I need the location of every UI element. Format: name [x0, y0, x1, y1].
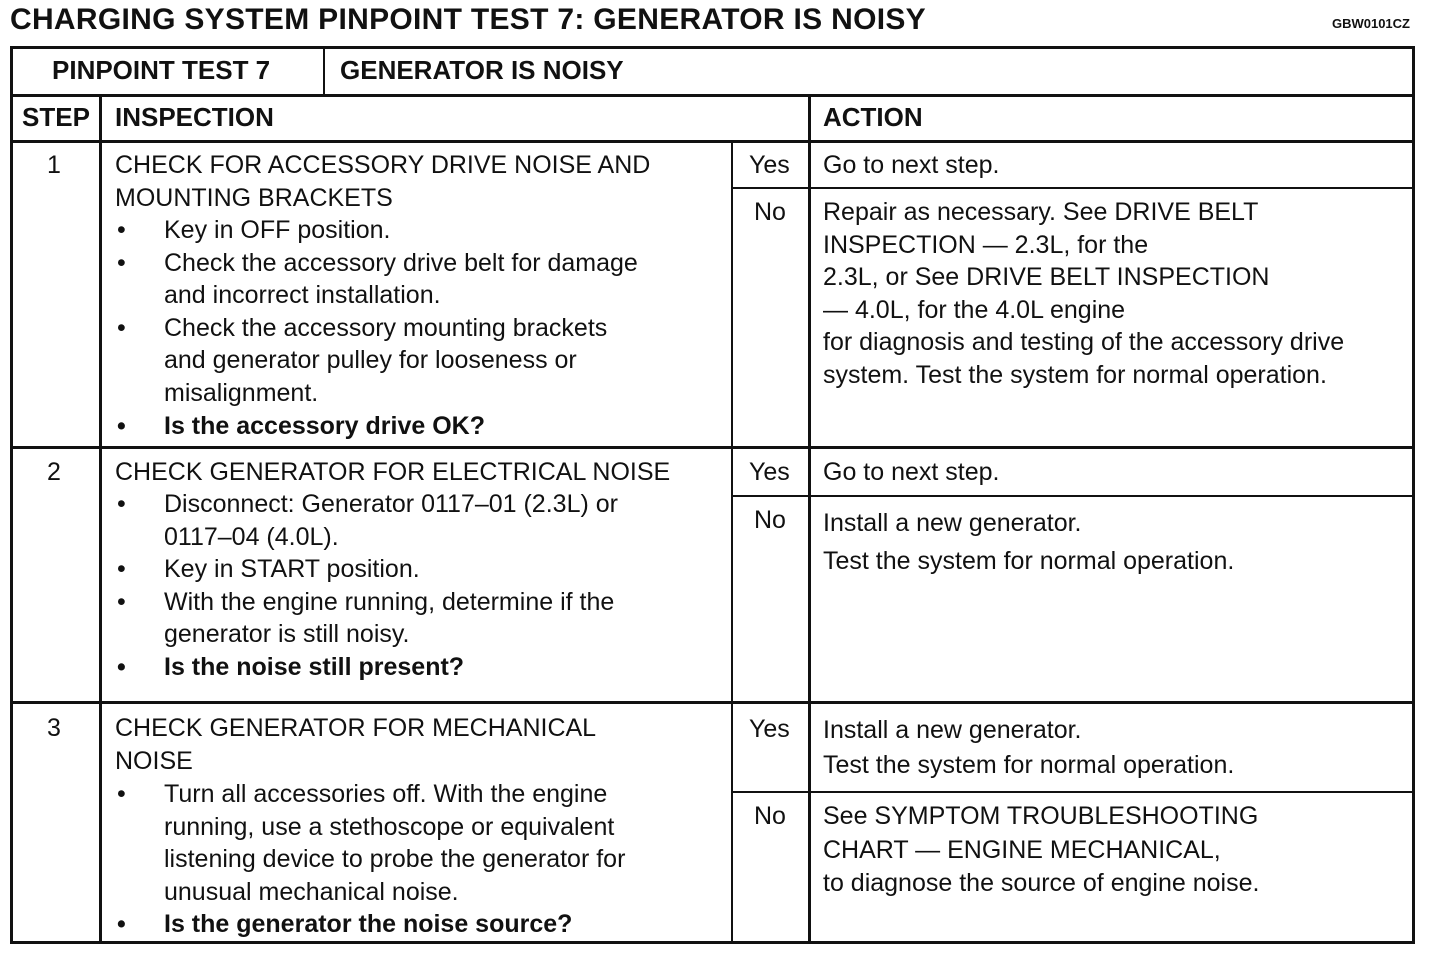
- step-number: 3: [47, 714, 61, 742]
- inspection-bullet: • Key in START position.: [114, 553, 618, 586]
- step-heading: CHECK FOR ACCESSORY DRIVE NOISE AND MOUNTING BRACKETS: [115, 151, 651, 212]
- inspection-question: • Is the generator the noise source?: [114, 908, 625, 941]
- inspection-list: [114, 778, 625, 941]
- inspection-bullet: • With the engine running, determine if the generator is still noisy.: [114, 586, 618, 651]
- inspection-bullet: • Check the accessory mounting brackets and generator pulley for looseness or misalignment.: [114, 312, 638, 410]
- rule-test-header-split: [323, 46, 325, 96]
- inspection-question: • Is the accessory drive OK?: [114, 410, 638, 443]
- column-header-inspection: INSPECTION: [115, 102, 274, 132]
- answer-no: No: [754, 802, 786, 830]
- step-number: 2: [47, 458, 61, 486]
- test-header-label: PINPOINT TEST 7: [52, 55, 271, 85]
- inspection-list: [114, 488, 618, 684]
- rule-under-column-header: [10, 140, 1415, 143]
- action-no: Repair as necessary. See DRIVE BELT INSPECTION — 2.3L, for the 2.3L, or See DRIVE BELT INSPECTION — 4.0L, for the 4.0L engine for diagnosis and testing of the accessory drive system. Test the system for normal operation.: [823, 198, 1345, 389]
- answer-yes: Yes: [749, 151, 790, 179]
- answer-yes: Yes: [749, 458, 790, 486]
- rule-step2-end: [10, 701, 1415, 704]
- inspection-bullet: • Key in OFF position.: [114, 214, 638, 247]
- step-heading: CHECK GENERATOR FOR MECHANICAL NOISE: [115, 714, 597, 775]
- rule-step-column: [99, 96, 102, 944]
- rule-under-test-header: [10, 94, 1415, 97]
- rule-step1-end: [10, 446, 1415, 449]
- rule-step1-yes-no: [731, 187, 1415, 189]
- action-no: Install a new generator. Test the system for normal operation.: [823, 509, 1235, 575]
- step-number: 1: [47, 151, 61, 179]
- test-header-name: GENERATOR IS NOISY: [340, 55, 624, 85]
- step-heading: CHECK GENERATOR FOR ELECTRICAL NOISE: [115, 458, 671, 486]
- action-yes: Go to next step.: [823, 458, 1000, 486]
- column-header-action: ACTION: [823, 102, 923, 132]
- answer-no: No: [754, 506, 786, 534]
- inspection-question: • Is the noise still present?: [114, 651, 618, 684]
- column-header-step: STEP: [22, 102, 90, 132]
- action-yes: Install a new generator. Test the system for normal operation.: [823, 716, 1235, 779]
- answer-yes: Yes: [749, 715, 790, 743]
- action-no: See SYMPTOM TROUBLESHOOTING CHART — ENGINE MECHANICAL, to diagnose the source of engine noise.: [823, 802, 1260, 897]
- inspection-bullet: • Disconnect: Generator 0117–01 (2.3L) or 0117–04 (4.0L).: [114, 488, 618, 553]
- inspection-list: [114, 214, 638, 442]
- inspection-bullet: • Check the accessory drive belt for damage and incorrect installation.: [114, 247, 638, 312]
- rule-action-column: [808, 96, 811, 944]
- document-code: GBW0101CZ: [1331, 16, 1410, 31]
- action-yes: Go to next step.: [823, 151, 1000, 179]
- rule-answer-column: [731, 142, 733, 944]
- document-title: CHARGING SYSTEM PINPOINT TEST 7: GENERATOR IS NOISY: [10, 3, 926, 36]
- answer-no: No: [754, 198, 786, 226]
- rule-step2-yes-no: [731, 495, 1415, 497]
- inspection-bullet: • Turn all accessories off. With the engine running, use a stethoscope or equivalent listening device to probe the generator for unusual mechanical noise.: [114, 778, 625, 908]
- rule-step3-yes-no: [731, 791, 1415, 793]
